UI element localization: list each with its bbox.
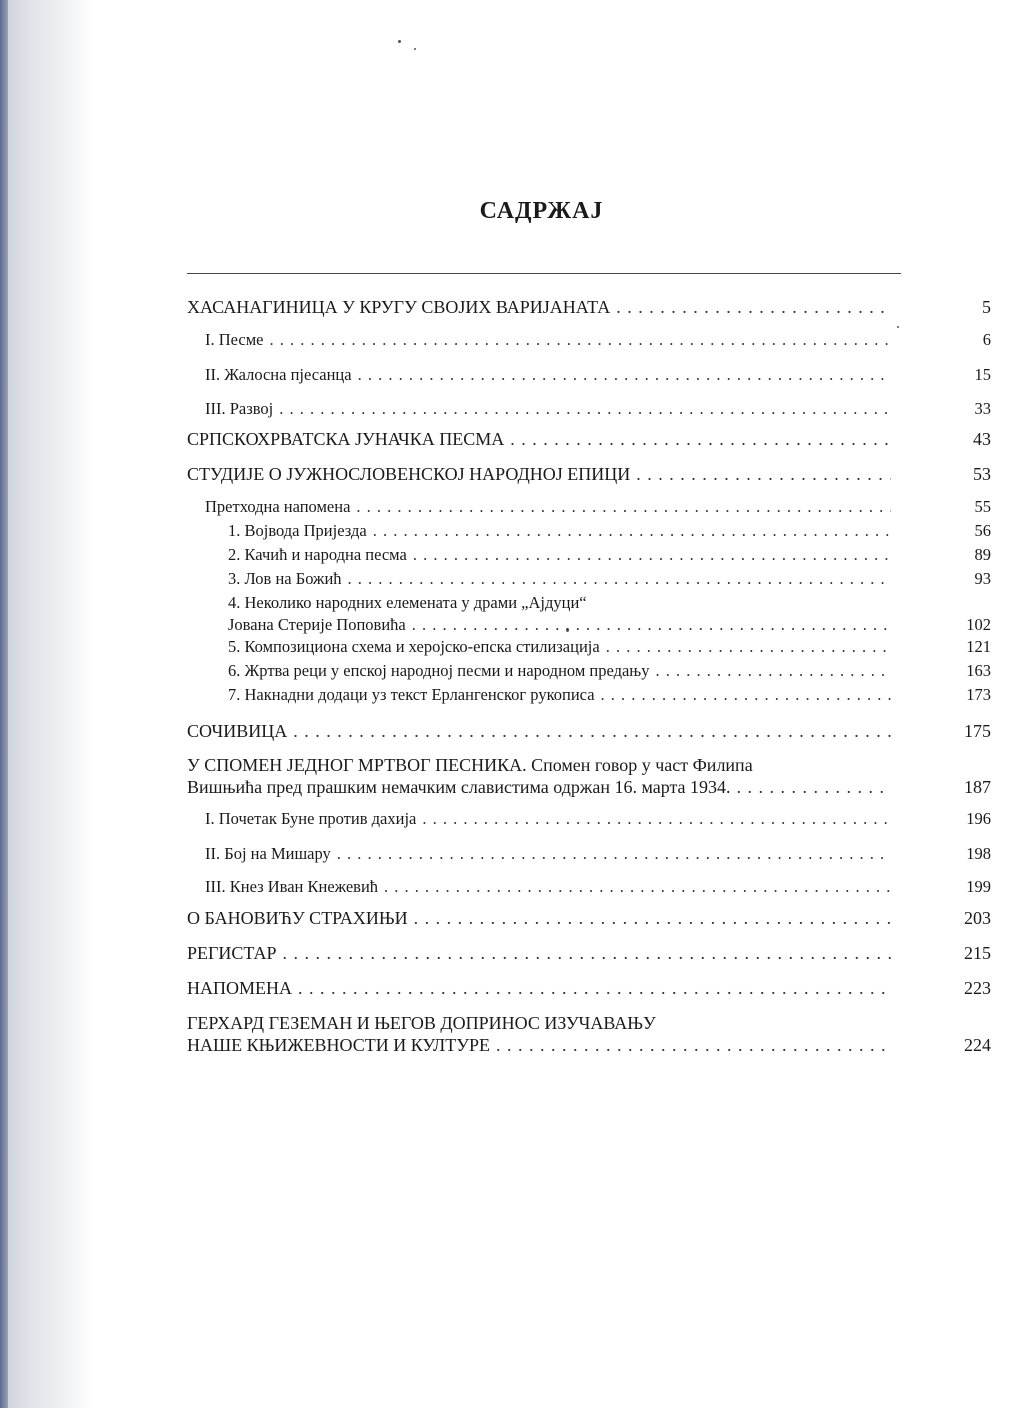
leader-dots: [606, 636, 891, 658]
toc-entry-registar: [187, 942, 991, 964]
toc-page-number: 163: [966, 661, 991, 680]
toc-entry-vojvoda: [228, 520, 991, 542]
toc-entry-boj-na-misaru: [205, 843, 991, 865]
toc-page-number: 53: [973, 464, 991, 484]
toc-entry-hasanaginica: [187, 296, 991, 318]
toc-entry-title: РЕГИСТАР: [187, 943, 277, 963]
toc-entry-title: 5. Композициона схема и херојско-епска стилизација: [228, 637, 600, 656]
toc-entry-gezeman: [187, 1012, 991, 1056]
leader-dots: [269, 329, 891, 351]
toc-entry-title: Претходна напомена: [205, 497, 351, 516]
toc-entry-knez-ivan: [205, 876, 991, 898]
toc-entry-title: СТУДИЈЕ О ЈУЖНОСЛОВЕНСКОЈ НАРОДНОЈ ЕПИЦИ: [187, 464, 631, 484]
toc-page-number: 43: [973, 429, 991, 449]
leader-dots: [413, 544, 891, 566]
leader-dots: [358, 364, 891, 386]
toc-entry-title: II. Бој на Мишару: [205, 844, 331, 863]
toc-entry-title: О БАНОВИЋУ СТРАХИЊИ: [187, 908, 408, 928]
toc-entry-junacka-pesma: [187, 428, 991, 450]
toc-entry-title: I. Почетак Буне против дахија: [205, 809, 417, 828]
toc-page-number: 89: [974, 545, 991, 564]
leader-dots: [422, 808, 891, 830]
toc-entry-prethodna: [205, 496, 991, 518]
toc-page-number: 198: [966, 844, 991, 863]
toc-page-number: 102: [966, 615, 991, 634]
leader-dots: [279, 398, 891, 420]
toc-page-number: 121: [966, 637, 991, 656]
toc-entry-title: II. Жалосна пјесанца: [205, 365, 352, 384]
toc-page-number: 6: [982, 330, 991, 349]
toc-entry-title: ХАСАНАГИНИЦА У КРУГУ СВОЈИХ ВАРИЈАНАТА: [187, 297, 611, 317]
leader-dots: [283, 942, 891, 964]
toc-entry-title: НАШЕ КЊИЖЕВНОСТИ И КУЛТУРЕ: [187, 1035, 491, 1055]
toc-entry-title: СРПСКОХРВАТСКА ЈУНАЧКА ПЕСМА: [187, 429, 505, 449]
leader-dots: [656, 660, 892, 682]
toc-entry-title: 2. Качић и народна песма: [228, 545, 407, 564]
toc-entry-title: 3. Лов на Божић: [228, 569, 342, 588]
leader-dots: [737, 776, 891, 798]
toc-entry-banovic: [187, 907, 991, 929]
toc-entry-napomena: [187, 977, 991, 999]
leader-dots: [414, 907, 891, 929]
toc-entry-title: 6. Жртва реци у епској народној песми и народном предању: [228, 661, 650, 680]
toc-entry-zalosna: [205, 364, 991, 386]
leader-dots: [298, 977, 891, 999]
leader-dots: [601, 684, 891, 706]
toc-page-number: 187: [964, 777, 991, 797]
toc-entry-socivica: [187, 720, 991, 742]
toc-page-number: 196: [966, 809, 991, 828]
toc-entry-title: НАПОМЕНА: [187, 978, 292, 998]
toc-entry-kompoziciona: [228, 636, 991, 658]
toc-entry-title: СОЧИВИЦА: [187, 721, 288, 741]
toc-page-number: 215: [964, 943, 991, 963]
leader-dots: [373, 520, 891, 542]
leader-dots: [384, 876, 891, 898]
toc-entry-title: 1. Војвода Пријезда: [228, 521, 367, 540]
toc-page-number: 224: [964, 1035, 991, 1055]
toc-page-number: 175: [964, 721, 991, 741]
toc-entry-kacic: [228, 544, 991, 566]
leader-dots: [337, 843, 891, 865]
toc-entry-lov: [228, 568, 991, 590]
toc-entry-pesme: [205, 329, 991, 351]
toc-entry-u-spomen: [187, 754, 991, 798]
leader-dots: [616, 296, 891, 318]
toc-page-number: 173: [966, 685, 991, 704]
toc-page-number: 33: [974, 399, 991, 418]
toc-entry-title-line1: У СПОМЕН ЈЕДНОГ МРТВОГ ПЕСНИКА. Спомен говор у част Филипа: [187, 755, 753, 775]
toc-entry-naknadni: [228, 684, 991, 706]
toc-entry-title: Јована Стерије Поповића: [228, 615, 406, 634]
toc-page-number: 15: [974, 365, 991, 384]
toc-page-number: 55: [974, 497, 991, 516]
toc-entry-title-line1: ГЕРХАРД ГЕЗЕМАН И ЊЕГОВ ДОПРИНОС ИЗУЧАВАЊУ: [187, 1013, 656, 1033]
toc-entry-title-line1: 4. Неколико народних елемената у драми „Ајдуци“: [228, 593, 587, 612]
toc-entry-zrtva: [228, 660, 991, 682]
toc-entry-title: III. Развој: [205, 399, 274, 418]
toc-page-number: 199: [966, 877, 991, 896]
toc-page-number: 223: [964, 978, 991, 998]
toc-entry-pocetak-bune: [205, 808, 991, 830]
toc-entry-title: III. Кнез Иван Кнежевић: [205, 877, 379, 896]
toc-entry-ajduci: [228, 592, 991, 636]
toc-entry-title: I. Песме: [205, 330, 264, 349]
toc-page-number: 5: [982, 297, 991, 317]
toc-page-number: 203: [964, 908, 991, 928]
toc-entry-title: Вишњића пред прашким немачким славистима одржан 16. марта 1934.: [187, 777, 731, 797]
leader-dots: [412, 614, 891, 636]
leader-dots: [496, 1034, 891, 1056]
toc-page-number: 56: [974, 521, 991, 540]
leader-dots: [510, 428, 891, 450]
toc-page-number: 93: [974, 569, 991, 588]
leader-dots: [293, 720, 891, 742]
toc-entry-title: 7. Накнадни додаци уз текст Ерлангенског рукописа: [228, 685, 595, 704]
page-title: САДРЖАЈ: [479, 198, 604, 224]
toc-entry-studije: [187, 463, 991, 485]
leader-dots: [636, 463, 891, 485]
leader-dots: [356, 496, 891, 518]
leader-dots: [348, 568, 891, 590]
toc-entry-razvoj: [205, 398, 991, 420]
